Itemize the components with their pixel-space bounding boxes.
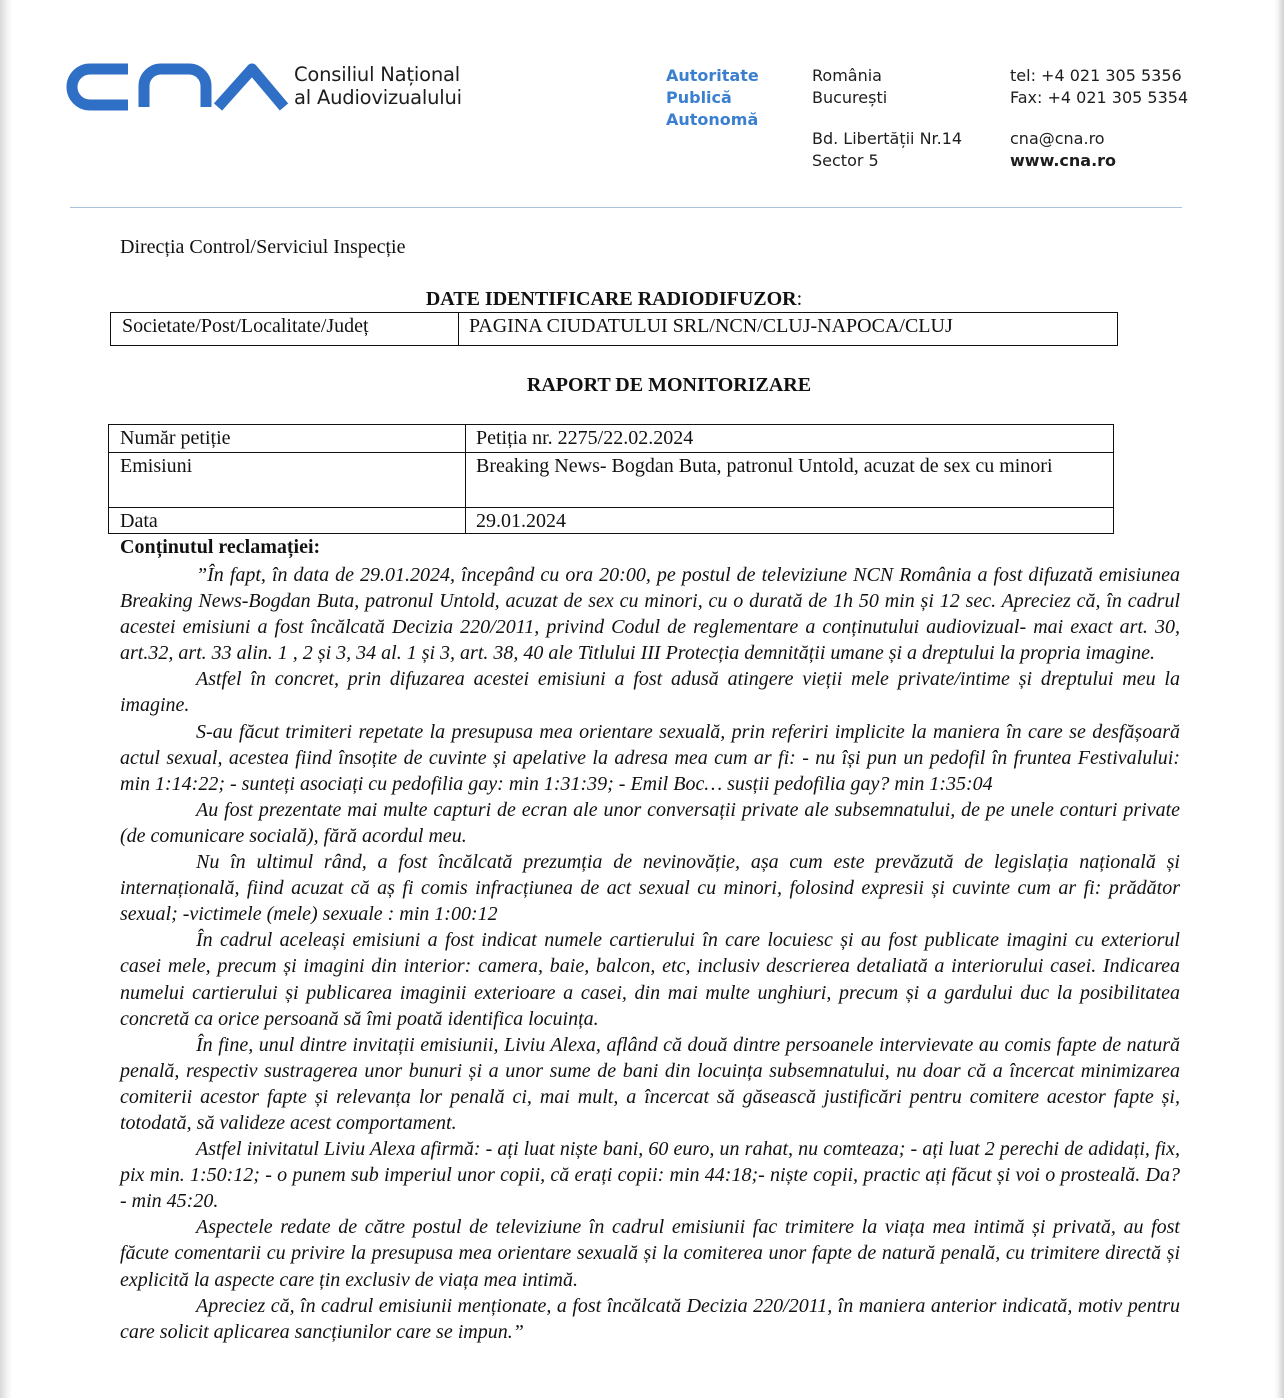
email-address[interactable]: cna@cna.ro (1010, 129, 1105, 148)
postal-address (812, 65, 962, 172)
contact-info (1010, 65, 1188, 172)
cna-logo-icon (66, 62, 288, 112)
broadcaster-title-text: DATE IDENTIFICARE RADIODIFUZOR (425, 288, 797, 310)
header-divider (70, 207, 1182, 208)
table-row (109, 425, 1114, 453)
complaint-paragraph: Apreciez că, în cadrul emisiunii menționate, a fost încălcată Decizia 220/2011, în maniera anterior indicată, motiv pentru care solicit aplicarea sancțiunilor care se impun.” (120, 1294, 1180, 1343)
complaint-heading: Conținutul reclamației: (120, 536, 321, 558)
petition-number-label: Număr petiție (109, 425, 466, 453)
authority-line1: Autoritate (666, 66, 759, 85)
table-row (109, 508, 1114, 534)
page-edge-shadow-right (1274, 0, 1284, 1398)
table-row (111, 313, 1118, 346)
broadcasts-label: Emisiuni (109, 453, 466, 508)
complaint-paragraph: Astfel în concret, prin difuzarea acestei emisiuni a fost adusă atingere vieții mele private/intime și dreptului meu la imagine. (120, 668, 1180, 717)
complaint-paragraph: Astfel inivitatul Liviu Alexa afirmă: - ați luat niște bani, 60 euro, un rahat, nu comteaza; - ați luat 2 perechi de adidați, fix, pix min. 1:50:12; - o punem sub imperiul unor copii, că erați copii: min 44:18;- niște copii, practic ați făcut și voi o prosteală. Da?- min 45:20. (120, 1138, 1180, 1213)
broadcaster-label-cell: Societate/Post/Localitate/Județ (111, 313, 459, 346)
organization-name-line2: al Audiovizualului (294, 86, 462, 109)
broadcaster-table (110, 312, 1118, 346)
organization-name (294, 63, 462, 109)
authority-line2: Publică (666, 88, 732, 107)
address-sector: Sector 5 (812, 151, 879, 170)
petition-number-value: Petiția nr. 2275/22.02.2024 (466, 425, 1114, 453)
broadcasts-value: Breaking News- Bogdan Buta, patronul Untold, acuzat de sex cu minori (466, 453, 1114, 508)
authority-line3: Autonomă (666, 110, 759, 129)
complaint-body (120, 562, 1180, 1345)
website-link[interactable]: www.cna.ro (1010, 151, 1117, 170)
complaint-paragraph: În fine, unul dintre invitații emisiunii, Liviu Alexa, aflând că două dintre persoanele intervievate au comis fapte de natură penală, respectiv sustragerea unor bunuri și a unor sume de bani din locuința subsemnatului, nu doar că a încercat minimizarea comiterii acestor fapte și relevanța lor penală ci, mai mult, a încercat să găsească justificări pentru comitere acestor fapte și, totodată, să valideze acest comportament. (120, 1033, 1180, 1134)
page-edge-shadow-left (0, 0, 12, 1398)
report-table (108, 424, 1114, 534)
department-name: Direcția Control/Serviciul Inspecție (120, 236, 406, 258)
complaint-paragraph: În cadrul aceleași emisiuni a fost indicat numele cartierului în care locuiesc și au fost publicate imagini cu exteriorul casei mele, precum și imagini din interior: camera, baie, balcon, etc, inclusiv descrierea detaliată a interiorului casei. Indicarea numelui cartierului și publicarea imaginii exterioare a casei, din mai multe unghiuri, precum și a gardului duc la posibilitatea concretă ca orice persoană să îmi poată identifica locuința. (120, 929, 1180, 1030)
complaint-paragraph: ”În fapt, în data de 29.01.2024, începând cu ora 20:00, pe postul de televiziune NCN România a fost difuzată emisiunea Breaking News-Bogdan Buta, patronul Untold, acuzat de sex cu minori, cu o durată de 1h 50 min și 12 sec. Apreciez că, în cadrul acestei emisiuni a fost încălcată Decizia 220/2011, privind Codul de reglementare a conținutului audiovizual- mai exact art. 30, art.32, art. 33 alin. 1 , 2 și 3, 34 al. 1 și 3, art. 38, 40 ale Titlului III Protecția demnității umane și a dreptului la propria imagine. (120, 564, 1180, 665)
phone-number: tel: +4 021 305 5356 (1010, 66, 1182, 85)
complaint-paragraph: Nu în ultimul rând, a fost încălcată prezumția de nevinovăție, așa cum este prevăzută de legislația națională și internațională, fiind acuzat că aș fi comis infracțiunea de act sexual cu minori, folosind expresii și cuvinte cum ar fi: prădător sexual; -victimele (mele) sexuale : min 1:00:12 (120, 851, 1180, 926)
date-value: 29.01.2024 (466, 508, 1114, 534)
broadcaster-section-title (110, 288, 1118, 311)
complaint-paragraph: Au fost prezentate mai multe capturi de ecran ale unor conversații private ale subsemnatului, de pe unele conturi private (de comunicare socială), fără acordul meu. (120, 798, 1180, 847)
organization-name-line1: Consiliul Național (294, 63, 460, 86)
address-country: România (812, 66, 882, 85)
date-label: Data (109, 508, 466, 534)
authority-status (666, 65, 759, 131)
table-row (109, 453, 1114, 508)
report-title: RAPORT DE MONITORIZARE (526, 374, 812, 396)
complaint-paragraph: Aspectele redate de către postul de televiziune în cadrul emisiunii fac trimitere la viața mea intimă și privată, au fost făcute comentarii cu privire la presupusa mea orientare sexuală și la comiterea unor fapte de natură penală, cu trimitere directă și explicită la aspecte care țin exclusiv de viața mea intimă. (120, 1216, 1180, 1291)
address-street: Bd. Libertății Nr.14 (812, 129, 963, 148)
broadcaster-value-cell: PAGINA CIUDATULUI SRL/NCN/CLUJ-NAPOCA/CLUJ (459, 313, 1118, 346)
complaint-paragraph: S-au făcut trimiteri repetate la presupusa mea orientare sexuală, prin referiri implicite la maniera în care se desfășoară actul sexual, acestea fiind însoțite de cuvinte și apelative la adresa mea cum ar fi: - nu își pun un pedofil în fruntea Festivalului: min 1:14:22; - sunteți asociați cu pedofilia gay: min 1:31:39; - Emil Boc… susții pedofilia gay? min 1:35:04 (120, 720, 1180, 795)
address-city: București (812, 88, 888, 107)
broadcaster-title-colon: : (796, 288, 803, 310)
fax-number: Fax: +4 021 305 5354 (1010, 88, 1189, 107)
